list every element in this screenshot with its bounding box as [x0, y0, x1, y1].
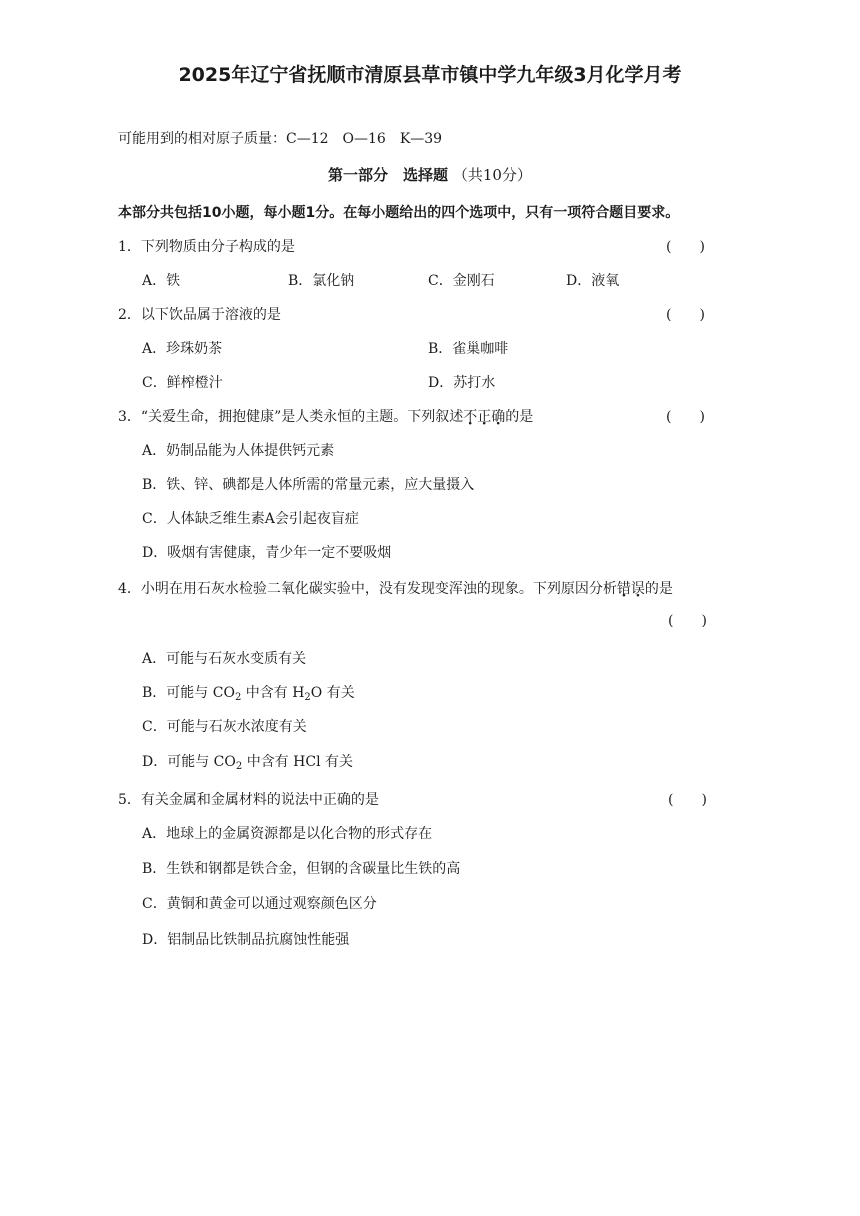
- question-3-stem-text: 3．“关爱生命，拥抱健康”是人类永恒的主题。下列叙述: [118, 409, 464, 425]
- question-4-option-d: D．可能与 $CO_2$ 中含有 HCl 有关: [142, 754, 353, 772]
- question-1-answer-blank: ( ): [666, 239, 705, 255]
- emphasis-char: 误: [630, 581, 645, 597]
- emphasis-char: 正: [477, 409, 492, 425]
- question-5-option-a: A．地球上的金属资源都是以化合物的形式存在: [142, 826, 433, 842]
- question-4-option-c: C．可能与石灰水浓度有关: [142, 719, 307, 735]
- question-4-option-a: A．可能与石灰水变质有关: [142, 651, 307, 667]
- question-1-option-b: B．氯化钠: [288, 273, 355, 289]
- question-1-option-d: D．液氧: [566, 273, 620, 289]
- question-2-option-a: A．珍珠奶茶: [142, 341, 223, 357]
- part-heading: [0, 164, 860, 185]
- part-score: （共10分）: [452, 166, 532, 184]
- question-4-stem-text: 4．小明在用石灰水检验二氧化碳实验中，没有发现变浑浊的现象。下列原因分析: [118, 581, 617, 597]
- question-5-option-d: D．铝制品比铁制品抗腐蚀性能强: [142, 932, 350, 948]
- question-2-answer-blank: ( ): [666, 307, 705, 323]
- question-5-answer-blank: ( ): [668, 792, 707, 808]
- question-4-stem-end: 的是: [644, 581, 673, 597]
- question-2-option-b: B．雀巢咖啡: [428, 341, 509, 357]
- question-1-option-c: C．金刚石: [428, 273, 495, 289]
- question-2-option-c: C．鲜榨橙汁: [142, 375, 223, 391]
- question-5-option-b: B．生铁和钢都是铁合金，但钢的含碳量比生铁的高: [142, 861, 461, 877]
- question-4-stem: [118, 578, 673, 598]
- question-2-option-d: D．苏打水: [428, 375, 496, 391]
- question-4-answer-blank: ( ): [668, 613, 707, 629]
- part-instructions: 本部分共包括10小题，每小题1分。在每小题给出的四个选项中，只有一项符合题目要求。: [118, 205, 680, 221]
- part-name: 第一部分 选择题: [328, 166, 449, 184]
- atomic-mass-note: 可能用到的相对原子质量：C—12 O—16 K—39: [118, 131, 443, 147]
- question-3-option-c: C．人体缺乏维生素A会引起夜盲症: [142, 511, 359, 527]
- question-2-stem: 2．以下饮品属于溶液的是: [118, 307, 281, 323]
- question-5-stem: 5．有关金属和金属材料的说法中正确的是: [118, 792, 379, 808]
- question-3-stem: [118, 406, 533, 426]
- question-3-option-a: A．奶制品能为人体提供钙元素: [142, 443, 335, 459]
- question-1-option-a: A．铁: [142, 273, 181, 289]
- question-5-option-c: C．黄铜和黄金可以通过观察颜色区分: [142, 896, 377, 912]
- question-3-option-d: D．吸烟有害健康，青少年一定不要吸烟: [142, 545, 392, 561]
- emphasis-char: 不: [463, 409, 478, 425]
- question-3-answer-blank: ( ): [666, 409, 705, 425]
- question-3-stem-end: 的是: [505, 409, 534, 425]
- emphasis-char: 错: [616, 581, 631, 597]
- exam-title: 2025年辽宁省抚顺市清原县草市镇中学九年级3月化学月考: [178, 64, 682, 86]
- emphasis-char: 确: [491, 409, 506, 425]
- question-4-option-b: B．可能与 $CO_2$ 中含有 $H_2O$ 有关: [142, 685, 355, 703]
- question-3-option-b: B．铁、锌、碘都是人体所需的常量元素，应大量摄入: [142, 477, 475, 493]
- question-1-stem: 1．下列物质由分子构成的是: [118, 239, 295, 255]
